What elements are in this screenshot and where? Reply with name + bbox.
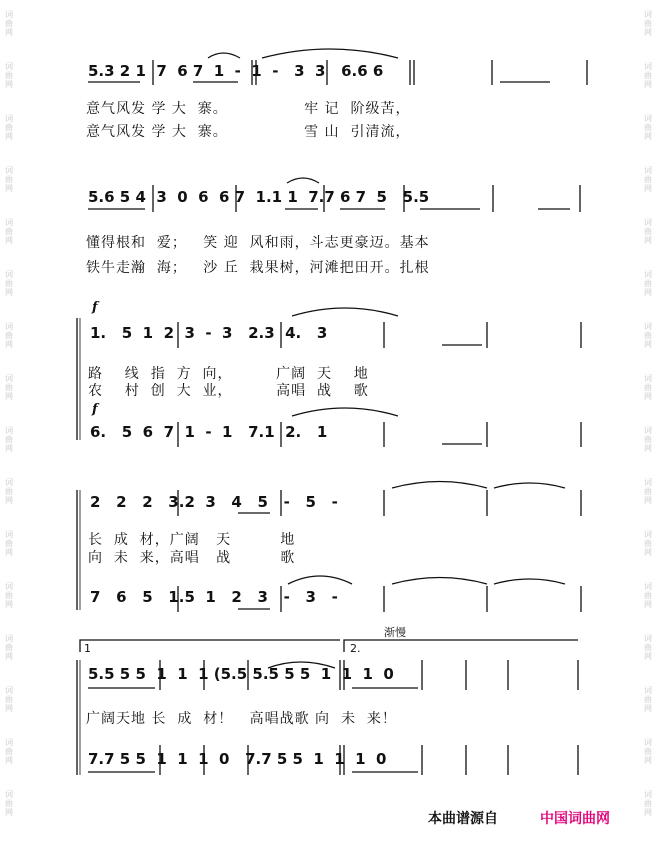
- watermark: 词曲网: [644, 270, 652, 297]
- lyric-line-4a: 长 成 材，广阔 天 地: [88, 532, 296, 548]
- watermark: 词曲网: [644, 686, 652, 713]
- watermark: 词曲网: [644, 166, 652, 193]
- watermark: 词曲网: [5, 270, 13, 297]
- watermark: 词曲网: [644, 374, 652, 401]
- volta-1-label: 1: [84, 642, 91, 655]
- watermark: 词曲网: [644, 790, 652, 817]
- watermark: 词曲网: [644, 218, 652, 245]
- notation-row-4-top: 2 2 2 3.2 3 4 5 - 5 -: [90, 493, 338, 511]
- notation-row-1: 5.3 2 1 7 6 7 1 - 1 - 3 3 6.6 6: [88, 62, 384, 80]
- dynamic-forte-top: f: [92, 300, 98, 315]
- lyric-line-2b: 铁牛走瀚 海； 沙 丘 栽果树，河滩把田开。扎根: [86, 260, 430, 276]
- volta-2-label: 2.: [350, 642, 361, 655]
- watermark: 词曲网: [5, 374, 13, 401]
- lyric-line-1b: 意气风发 学 大 寨。 雪 山 引清流，: [86, 124, 411, 140]
- watermark: 词曲网: [644, 426, 652, 453]
- notation-row-3-bottom: 6. 5 6 7 1 - 1 7.1 2. 1: [90, 423, 328, 441]
- notation-row-2: 5.6 5 4 3 0 6 6 7 1.1 1 7.7 6 7 5 5.5: [88, 188, 430, 206]
- watermark: 词曲网: [5, 790, 13, 817]
- notation-row-5-bottom: 7.7 5 5 1 1 1 0 7.7 5 5 1 1 1 0: [88, 750, 387, 768]
- watermark: 词曲网: [5, 322, 13, 349]
- lyric-line-5: 广阔天地 长 成 材！ 高唱战歌 向 未 来！: [86, 711, 397, 727]
- watermark: 词曲网: [644, 530, 652, 557]
- watermark: 词曲网: [5, 426, 13, 453]
- tempo-marking: 渐慢: [384, 626, 406, 639]
- watermark: 词曲网: [644, 10, 652, 37]
- watermark: 词曲网: [5, 478, 13, 505]
- watermark: 词曲网: [5, 634, 13, 661]
- lyric-line-4b: 向 未 来，高唱 战 歌: [88, 550, 296, 566]
- watermark: 词曲网: [644, 322, 652, 349]
- lyric-line-2a: 懂得根和 爱； 笑 迎 风和雨，斗志更豪迈。基本: [86, 235, 430, 251]
- watermark: 词曲网: [644, 738, 652, 765]
- watermark: 词曲网: [644, 478, 652, 505]
- notation-row-4-bottom: 7 6 5 1.5 1 2 3 - 3 -: [90, 588, 338, 606]
- watermark: 词曲网: [644, 114, 652, 141]
- watermark: 词曲网: [5, 738, 13, 765]
- lyric-line-1a: 意气风发 学 大 寨。 牢 记 阶级苦，: [86, 101, 411, 117]
- watermark: 词曲网: [644, 582, 652, 609]
- watermark: 词曲网: [5, 114, 13, 141]
- watermark: 词曲网: [644, 634, 652, 661]
- lyric-line-3a: 路 线 指 方 向， 广阔 天 地: [88, 366, 369, 382]
- lyric-line-3b: 农 村 创 大 业， 高唱 战 歌: [88, 383, 369, 399]
- source-label: 本曲谱源自: [428, 811, 498, 827]
- watermark: 词曲网: [5, 582, 13, 609]
- watermark: 词曲网: [644, 62, 652, 89]
- dynamic-forte-bottom: f: [92, 402, 98, 417]
- watermark: 词曲网: [5, 218, 13, 245]
- notation-row-5-top: 5.5 5 5 1 1 1 (5.5 5.5 5 5 1 1 1 0: [88, 665, 394, 683]
- watermark: 词曲网: [5, 166, 13, 193]
- site-link[interactable]: 中国词曲网: [540, 811, 610, 827]
- watermark: 词曲网: [5, 62, 13, 89]
- notation-row-3-top: 1. 5 1 2 3 - 3 2.3 4. 3: [90, 324, 328, 342]
- watermark: 词曲网: [5, 10, 13, 37]
- watermark: 词曲网: [5, 686, 13, 713]
- watermark: 词曲网: [5, 530, 13, 557]
